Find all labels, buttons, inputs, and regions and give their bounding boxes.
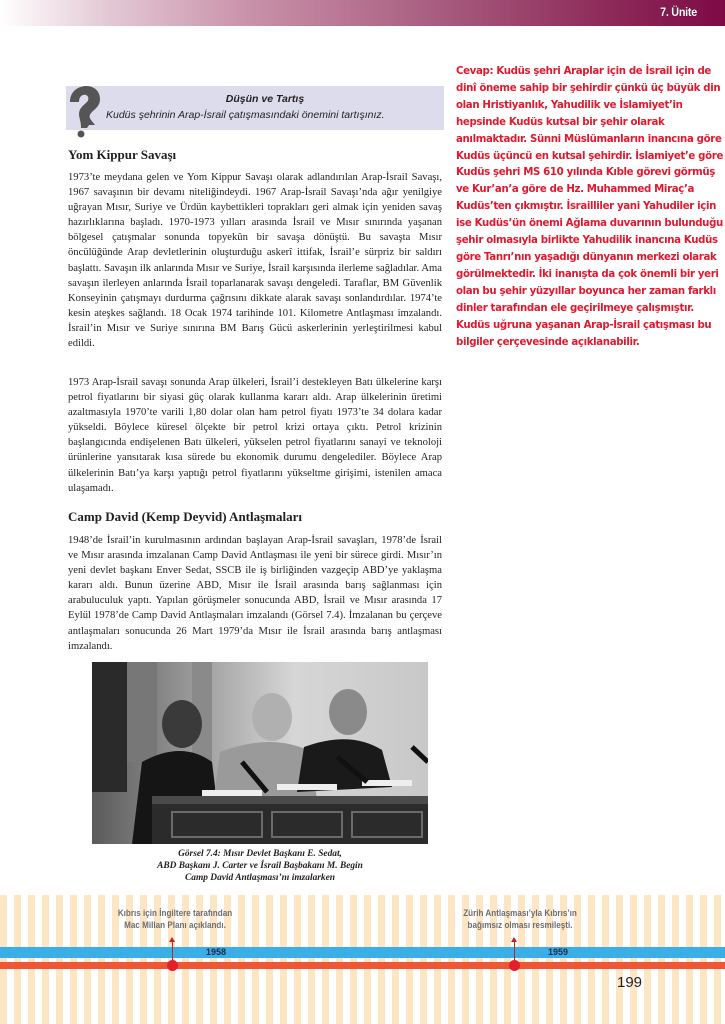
paragraph-yom-kippur-1: 1973’te meydana gelen ve Yom Kippur Savaşı olarak adlandırılan Arap-İsrail Savaşı, 1967 savaşının bir devamı niteliğindeydi. 1967 Arap-İsrail Savaşı’nda ağır yenilgiye uğrayan Mısır, Suriye ve Ürdün kaybettikleri toprakları geri almak için yeniden savaş hazırlıklarına başladı. 1970-1973 yılları arasında İsrail ve Mısır sınırında yaşanan bölgesel çatışmalar sonunda topyekûn bir savaşa dönüştü. Bu savaşta Mısır öncülüğünde Arap devletlerinin oluşturduğu askerî ittifak, İsrail’e sürpriz bir saldırı başlattı. Savaşın ilk anlarında Mısır ve Suriye, İsrail karşısında ilerleme sağladılar. Ama savaşın ilerleyen anlarında İsrail toparlanarak savaşı dengeledi. Taraflar, BM Güvenlik Konseyinin çatışmayı durdurma çağrısını dikkate alarak savaşı sonlandırdılar. 1974’te kesin ateşkes sağlandı. 18 Ocak 1974 tarihinde 101. Kilometre Antlaşması imzalandı. İsrail’in Mısır ve Suriye sınırına BM Barış Gücü askerlerinin yerleştirilmesi kabul edildi.	[68, 172, 442, 350]
timeline-marker-dot-1959	[509, 960, 520, 971]
camp-david-signing-photo	[92, 662, 428, 844]
caption-line-1: Görsel 7.4: Mısır Devlet Başkanı E. Sedat,	[178, 849, 342, 859]
page-number: 199	[617, 974, 643, 991]
timeline-event-1958-line1: Kıbrıs için İngiltere tarafından	[117, 908, 233, 918]
timeline-event-1959-line1: Zürih Antlaşması’yla Kıbrıs’ın	[463, 908, 577, 918]
section-heading-yom-kippur: Yom Kippur Savaşı	[68, 147, 177, 162]
photo-illustration	[92, 662, 428, 844]
timeline-arrow-up-icon	[172, 941, 173, 961]
section-heading-camp-david: Camp David (Kemp Deyvid) Antlaşmaları	[68, 509, 302, 524]
timeline-event-1958-line2: Mac Millan Planı açıklandı.	[124, 920, 226, 930]
unit-header-bar	[0, 0, 725, 26]
unit-label: 7. Ünite	[660, 5, 697, 19]
timeline-year-1958: 1958	[206, 947, 227, 957]
caption-line-2: ABD Başkanı J. Carter ve İsrail Başbakanı M. Begin	[157, 861, 363, 871]
answer-text: Cevap: Kudüs şehri Araplar için de İsrail için de dinî öneme sahip bir şehirdir çünkü üç büyük din olan Hristiyanlık, Yahudilik ve İslamiyet’in hepsinde Kudüs kutsal bir şehir olarak anılmaktadır. Sünni Müslümanların inancına göre Kudüs üçüncü en kutsal şehirdir. İslamiyet’e göre Kudüs şehri MS 610 yılında Kıble görevi görmüş ve Kur’an’a göre de Hz. Muhammed Miraç’a Kudüs’ten çıkmıştır. İsrailliler yani Yahudiler için ise Kudüs’ün önemi Ağlama duvarının bulunduğu şehir olmasıyla birlikte Yahudilik inancına Kudüs göre Tanrı’nın yaşadığı dünyanın merkezi olarak görülmektedir. İki inanışta da çok önemli bir yeri olan bu şehir yüzyıllar boyunca her zaman farklı dinler tarafından ele geçirilmeye çalışmıştır. Kudüs uğruna yaşanan Arap-İsrail çatışması bu bilgiler çerçevesinde açıklanabilir.	[456, 66, 724, 348]
caption-line-3: Camp David Antlaşması’nı imzalarken	[185, 873, 335, 883]
timeline-event-1958	[108, 907, 243, 931]
timeline-red-bar	[0, 962, 725, 969]
timeline-year-1959: 1959	[548, 947, 569, 957]
think-box-title: Düşün ve Tartış	[225, 93, 305, 105]
timeline-event-1959-line2: bağımsız olması resmileşti.	[467, 920, 573, 930]
timeline-blue-bar	[0, 947, 725, 958]
timeline-arrow-up-icon	[514, 941, 515, 961]
figure-caption	[92, 848, 428, 884]
timeline-marker-dot-1958	[167, 960, 178, 971]
think-box-prompt: Kudüs şehrinin Arap-İsrail çatışmasındaki önemini tartışınız.	[106, 109, 385, 121]
timeline-event-1959	[453, 907, 588, 931]
paragraph-camp-david: 1948’de İsrail’in kurulmasının ardından başlayan Arap-İsrail savaşları, 1978’de İsrail ve Mısır arasında imzalanan Camp David Antlaşması ile yeni bir sürece girdi. Mısır’ın yeni devlet başkanı Enver Sedat, SSCB ile iş birliğinden vazgeçip ABD’ye yaklaşma kararı aldı. Bunun üzerine ABD, Mısır ile İsrail arasında barış sağlanması için arabuluculuk yaptı. Yapılan görüşmeler sonucunda ABD, İsrail ve Mısır arasında 17 Eylül 1978’de Camp David Antlaşmaları imzalandı (Görsel 7.4). İmzalanan bu çerçeve antlaşmaları sonucunda 26 Mart 1979’da Mısır ile İsrail arasında barış antlaşması imzalandı.	[68, 535, 442, 652]
timeline-strip	[0, 895, 725, 1024]
paragraph-yom-kippur-2: 1973 Arap-İsrail savaşı sonunda Arap ülkeleri, İsrail’i destekleyen Batı ülkelerine karşı petrol fiyatlarını bir siyasi güç olarak kullanma kararı aldı. Arap ülkelerinin üretimi azaltmasıyla 1970’te varili 1,80 dolar olan ham petrol fiyatı 1973’te 34 dolara kadar yükseldi. Böylece küresel ölçekte bir petrol krizi ortaya çıktı. Petrol krizinin başlangıcında endişelenen Batı ülkeleri, yükselen petrol fiyatlarını sanayi ve teknoloji ürünlerine yansıtarak kısa sürede bu ekonomik durumu dengelediler. Böylece Arap ülkelerinin Batı’ya karşı yaptığı petrol fiyatlarını yükseltme girişimi, istenilen amaca ulaşamadı.	[68, 377, 442, 494]
think-discuss-box	[66, 86, 444, 130]
